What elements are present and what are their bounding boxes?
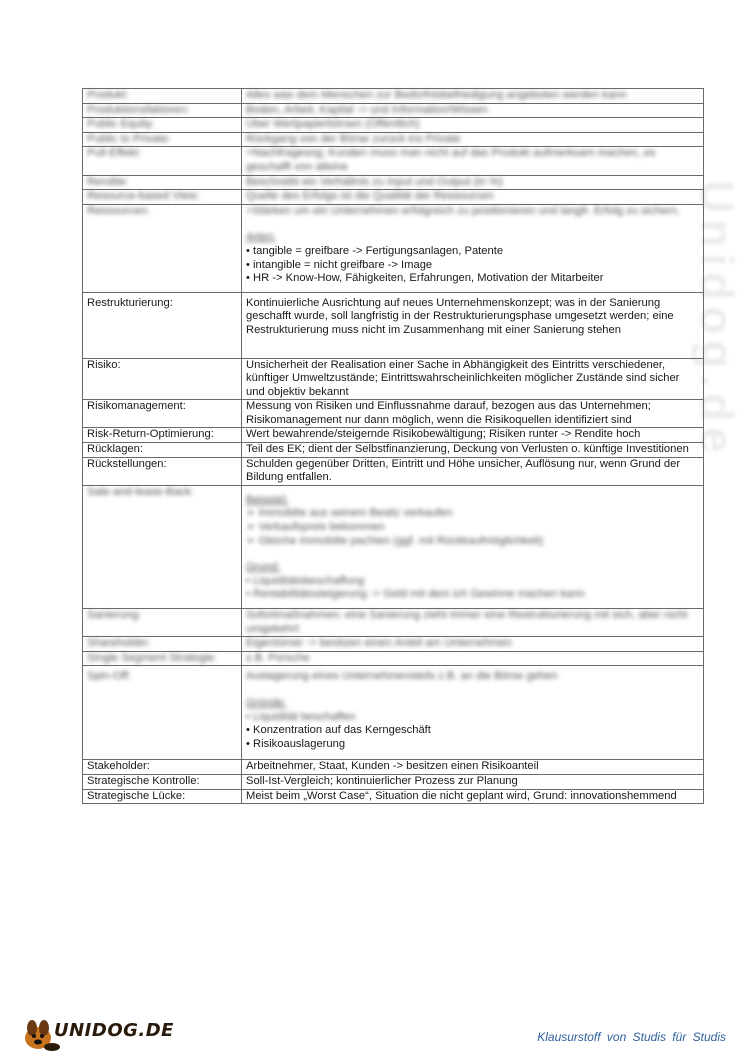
table-row [83, 204, 704, 292]
footer-slogan: Klausurstoff von Studis für Studis [537, 1030, 726, 1044]
sub-heading: Beispiel: [246, 493, 289, 506]
sub-heading: Grund: [246, 561, 281, 574]
sub-heading: Arten: [246, 231, 276, 244]
definition-cell: Wert bewahrende/steigernde Risikobewältigung; Risiken runter -> Rendite hoch [242, 428, 704, 443]
table-row [83, 760, 704, 775]
list-item: • Liquiditätsbeschaffung [246, 574, 365, 587]
term-cell: Risiko: [83, 358, 242, 400]
spacer [246, 286, 699, 292]
term-cell: Sale-and-lease-Back: [83, 485, 242, 608]
term-cell: Strategische Kontrolle: [83, 774, 242, 789]
table-row [83, 789, 704, 804]
table-row [83, 651, 704, 666]
term-cell: Public to Private: [83, 132, 242, 147]
definition-text: Kontinuierliche Ausrichtung auf neues Unternehmenskonzept; was in der Sanierung geschafft wurde, soll langfristig in der Restrukturierungsphase umgesetzt werden; eine Restrukturierung muss nicht im Zusammenhang mit einer Sanierung stehen [246, 296, 674, 336]
table-row [83, 666, 704, 760]
watermark: Unidog.de [691, 180, 743, 459]
table-row [83, 118, 704, 133]
definition-cell [242, 292, 704, 358]
definition-cell: Eigentümer -> besitzen einen Anteil am Unternehmen [242, 637, 704, 652]
term-cell: Risikomanagement: [83, 400, 242, 428]
definition-intro: Auslagerung eines Unternehmensteils z.B. an die Börse gehen [246, 670, 558, 683]
list-item: ➢ Verkaufspreis bekommen [246, 521, 385, 534]
table-row [83, 292, 704, 358]
table-row [83, 147, 704, 175]
term-cell: Produktionsfaktoren: [83, 103, 242, 118]
table-row [83, 103, 704, 118]
table-row [83, 428, 704, 443]
definition-cell: Arbeitnehmer, Staat, Kunden -> besitzen einen Risikoanteil [242, 760, 704, 775]
sub-heading: Gründe: [246, 696, 287, 709]
list-item: ➢ Immobilie aus seinem Besitz verkaufen [246, 507, 453, 520]
term-cell: Rücklagen: [83, 443, 242, 458]
list-item: • intangible = nicht greifbare -> Image [246, 258, 433, 271]
definition-cell: Beschreibt ein Verhältnis zu Input und Output (in %) [242, 175, 704, 190]
list-item: • Konzentration auf das Kerngeschäft [246, 724, 431, 737]
definition-cell: Unsicherheit der Realisation einer Sache in Abhängigkeit des Eintritts verschiedener, künftiger Umweltzustände; Eintrittswahrscheinlichkeiten möglicher Zustände sind sicher und objektiv bekannt [242, 358, 704, 400]
list-item: • Rentabilitätssteigerung -> Geld mit dem ich Gewinne machen kann [246, 588, 585, 601]
list-item: • tangible = greifbare -> Fertigungsanlagen, Patente [246, 244, 504, 257]
term-cell: Sanierung: [83, 609, 242, 637]
definition-cell: Über Wertpapierbörsen (Öffentlich) [242, 118, 704, 133]
definition-cell: Meist beim „Worst Case“, Situation die nicht geplant wird, Grund: innovationshemmend [242, 789, 704, 804]
term-cell: Shareholder: [83, 637, 242, 652]
spacer [246, 486, 699, 494]
term-cell: Rückstellungen: [83, 457, 242, 485]
list-item: • Liquidität beschaffen [246, 710, 356, 723]
term-cell: Produkt: [83, 89, 242, 104]
table-row [83, 400, 704, 428]
term-cell: Ressourcen: [83, 204, 242, 292]
table-row [83, 609, 704, 637]
term-cell: Pull-Effekt: [83, 147, 242, 175]
term-cell: Single Segment Strategie: [83, 651, 242, 666]
spacer [246, 602, 699, 608]
list-item: • Risikoauslagerung [246, 737, 346, 750]
list-item: ➢ Gleiche Immobilie pachten (ggf. mit Rückkaufmöglichkeit) [246, 534, 544, 547]
term-cell: Resource-based View: [83, 190, 242, 205]
table-row [83, 358, 704, 400]
glossary-table [82, 88, 704, 804]
list-item: • HR -> Know-How, Fähigkeiten, Erfahrungen, Motivation der Mitarbeiter [246, 272, 604, 285]
definition-cell: Sofortmaßnahmen; eine Sanierung zieht immer eine Restrukturierung mit sich, aber nicht umgekehrt [242, 609, 704, 637]
definition-cell: =Nachfragesog; Kunden muss man nicht auf das Produkt aufmerksam machen, es geschafft von alleine [242, 147, 704, 175]
definition-cell: z.B. Porsche [242, 651, 704, 666]
table-row [83, 132, 704, 147]
definition-intro: =Stärken um ein Unternehmen erfolgreich zu positionieren und langfr. Erfolg zu sichern. [246, 204, 681, 217]
definition-cell: Rückgang von der Börse zurück ins Private [242, 132, 704, 147]
table-row [83, 457, 704, 485]
definition-cell [242, 204, 704, 292]
definition-cell: Soll-Ist-Vergleich; kontinuierlicher Prozess zur Planung [242, 774, 704, 789]
term-cell: Risk-Return-Optimierung: [83, 428, 242, 443]
table-row [83, 89, 704, 104]
definition-cell [242, 485, 704, 608]
definition-cell: Quelle des Erfolgs ist die Qualität der Ressourcen [242, 190, 704, 205]
table-row [83, 774, 704, 789]
spacer [246, 218, 699, 231]
term-cell: Spin-Off: [83, 666, 242, 760]
table-row [83, 637, 704, 652]
term-cell: Stakeholder: [83, 760, 242, 775]
definition-cell: Teil des EK; dient der Selbstfinanzierung, Deckung von Verlusten o. künftige Investitionen [242, 443, 704, 458]
spacer [246, 338, 699, 358]
term-cell: Public Equity: [83, 118, 242, 133]
spacer [246, 684, 699, 697]
term-cell: Strategische Lücke: [83, 789, 242, 804]
term-cell: Rendite: [83, 175, 242, 190]
definition-cell: Boden, Arbeit, Kapital -> und Information/Wissen [242, 103, 704, 118]
table-row [83, 485, 704, 608]
definition-cell: Schulden gegenüber Dritten, Eintritt und Höhe unsicher, Auflösung nur, wenn Grund der Bildung entfallen. [242, 457, 704, 485]
term-cell: Restrukturierung: [83, 292, 242, 358]
logo-text: UNIDOG.DE [54, 1020, 174, 1041]
table-row [83, 175, 704, 190]
definition-cell: Alles was dem Menschen zur Bedürfnisbefriedigung angeboten werden kann [242, 89, 704, 104]
spacer [246, 751, 699, 759]
table-row [83, 443, 704, 458]
definition-cell: Messung von Risiken und Einflussnahme darauf, bezogen aus das Unternehmen; Risikomanagement nur dann möglich, wenn die Risikoquellen identifiziert sind [242, 400, 704, 428]
spacer [246, 548, 699, 561]
definition-cell [242, 666, 704, 760]
table-row [83, 190, 704, 205]
